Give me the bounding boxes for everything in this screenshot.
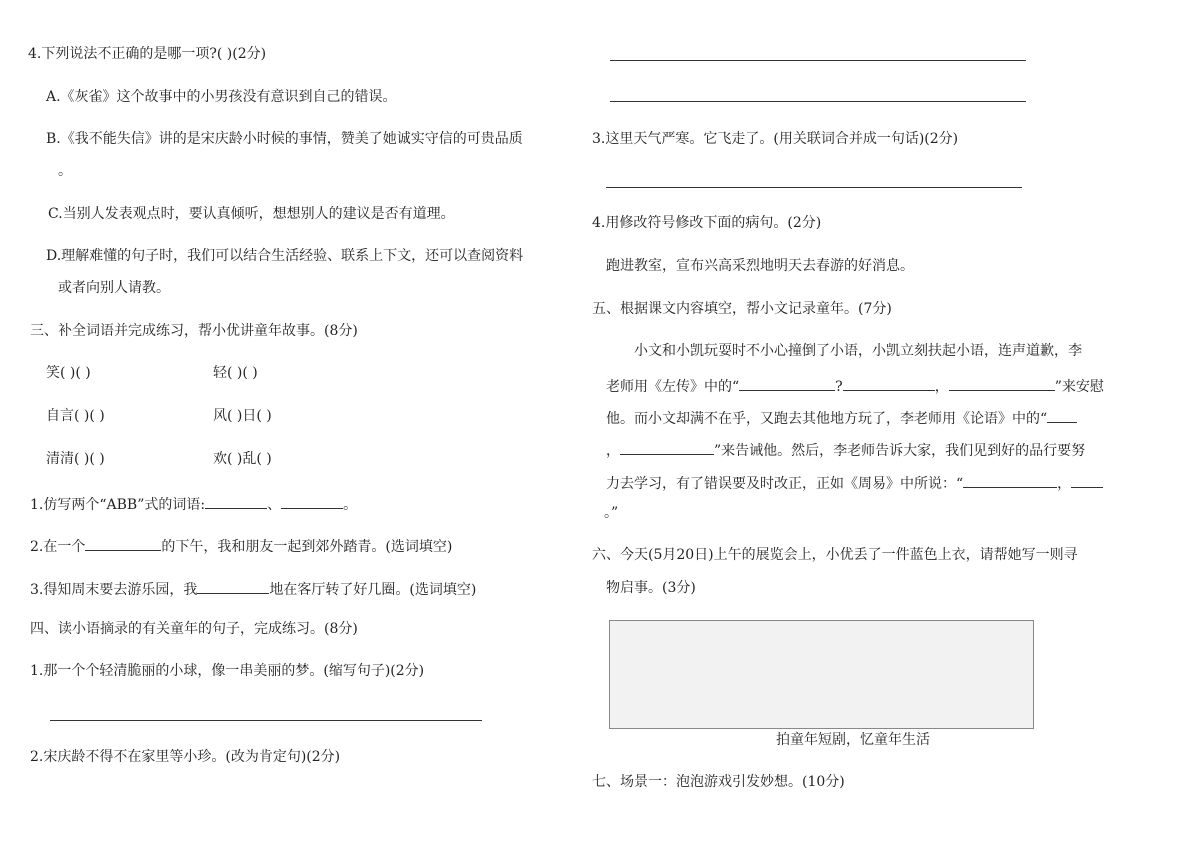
s5-l4-a: ， <box>606 443 620 459</box>
s5-blank-1[interactable] <box>739 375 835 391</box>
s4-q1-answer-line[interactable] <box>50 720 482 721</box>
s5-para-line-3 <box>606 407 1077 428</box>
word-blank-6[interactable]: 欢( )乱( ) <box>213 451 272 467</box>
s5-l2-b: ? <box>835 379 843 395</box>
s4-q2-answer-line-1[interactable] <box>610 60 1026 61</box>
s5-blank-2[interactable] <box>843 375 935 391</box>
word-blank-2[interactable]: 轻( )( ) <box>213 365 258 381</box>
s3-q3-blank[interactable] <box>197 578 269 594</box>
s3-q1-sep: 、 <box>267 497 282 513</box>
s5-blank-5[interactable] <box>620 439 714 455</box>
s3-q1-blank-2[interactable] <box>281 493 343 509</box>
q4-option-b: B.《我不能失信》讲的是宋庆龄小时候的事情，赞美了她诚实守信的可贵品质 <box>46 131 523 147</box>
s3-q1-end: 。 <box>343 497 358 513</box>
s5-l2-c: ， <box>934 379 949 395</box>
s4-question-2: 2.宋庆龄不得不在家里等小珍。(改为肯定句)(2分) <box>30 749 341 765</box>
s4-q2-answer-line-2[interactable] <box>610 101 1026 102</box>
s4-question-1: 1.那一个个轻清脆丽的小球，像一串美丽的梦。(缩写句子)(2分) <box>30 663 425 679</box>
s3-question-1 <box>30 493 357 514</box>
s5-l2-a: 老师用《左传》中的“ <box>606 379 740 395</box>
s5-blank-6[interactable] <box>963 472 1057 488</box>
section-6-line-2: 物启事。(3分) <box>606 580 696 596</box>
s4-question-4: 4.用修改符号修改下面的病句。(2分) <box>592 215 822 231</box>
section-3-title: 三、补全词语并完成练习，帮小优讲童年故事。(8分) <box>30 323 358 339</box>
s5-l5-b: ， <box>1057 476 1072 492</box>
s5-para-line-1: 小文和小凯玩耍时不小心撞倒了小语，小凯立刻扶起小语，连声道歉，李 <box>634 343 1082 359</box>
section-6-line-1: 六、今天(5月20日)上午的展览会上，小优丢了一件蓝色上衣，请帮她写一则寻 <box>592 547 1078 563</box>
s5-para-line-5 <box>606 472 1103 493</box>
s3-question-2 <box>30 535 452 556</box>
s3-q2-blank[interactable] <box>85 535 161 551</box>
word-blank-4[interactable]: 风( )日( ) <box>213 408 272 424</box>
s3-q2-post: 的下午，我和朋友一起到郊外踏青。(选词填空) <box>161 539 453 555</box>
s3-q2-pre: 2.在一个 <box>30 539 86 555</box>
word-blank-5[interactable]: 清清( )( ) <box>46 451 105 467</box>
box-caption: 拍童年短剧，忆童年生活 <box>776 732 930 748</box>
word-blank-1[interactable]: 笑( )( ) <box>46 365 91 381</box>
s3-q1-text: 1.仿写两个“ABB”式的词语: <box>30 497 206 513</box>
s5-para-line-4 <box>606 439 1085 460</box>
word-blank-3[interactable]: 自言( )( ) <box>46 408 105 424</box>
s5-para-line-6: 。” <box>604 505 619 521</box>
q4-title: 4.下列说法不正确的是哪一项?( )(2分) <box>28 46 267 62</box>
section-4-title: 四、读小语摘录的有关童年的句子，完成练习。(8分) <box>30 621 358 637</box>
s4-q4-sentence: 跑进教室，宣布兴高采烈地明天去春游的好消息。 <box>606 258 914 274</box>
s5-para-line-2 <box>606 375 1104 396</box>
s4-q3-answer-line[interactable] <box>606 187 1022 188</box>
q4-option-a: A.《灰雀》这个故事中的小男孩没有意识到自己的错误。 <box>46 89 397 105</box>
s5-blank-4[interactable] <box>1047 407 1077 423</box>
section-5-title: 五、根据课文内容填空，帮小文记录童年。(7分) <box>592 301 892 317</box>
q4-option-b-cont: 。 <box>58 163 72 179</box>
s3-q3-post: 地在客厅转了好几圈。(选词填空) <box>269 582 477 598</box>
s5-l2-d: ”来安慰 <box>1054 379 1104 395</box>
q4-option-c: C.当别人发表观点时，要认真倾听，想想别人的建议是否有道理。 <box>48 206 455 222</box>
s3-q3-pre: 3.得知周末要去游乐园，我 <box>30 582 198 598</box>
s5-blank-7[interactable] <box>1071 472 1103 488</box>
section-7-title: 七、场景一：泡泡游戏引发妙想。(10分) <box>592 774 845 790</box>
s5-l5-a: 力去学习，有了错误要及时改正，正如《周易》中所说：“ <box>606 476 964 492</box>
s5-l4-b: ”来告诫他。然后，李老师告诉大家，我们见到好的品行要努 <box>714 443 1086 459</box>
q4-option-d: D.理解难懂的句子时，我们可以结合生活经验、联系上下文，还可以查阅资料 <box>46 248 524 264</box>
s5-l3-a: 他。而小文却满不在乎，又跑去其他地方玩了，李老师用《论语》中的“ <box>606 411 1048 427</box>
lost-notice-writing-box[interactable] <box>609 620 1034 729</box>
s5-blank-3[interactable] <box>949 375 1055 391</box>
s3-question-3 <box>30 578 476 599</box>
s3-q1-blank-1[interactable] <box>205 493 267 509</box>
s4-question-3: 3.这里天气严寒。它飞走了。(用关联词合并成一句话)(2分) <box>592 131 959 147</box>
q4-option-d-cont: 或者向别人请教。 <box>58 280 170 296</box>
